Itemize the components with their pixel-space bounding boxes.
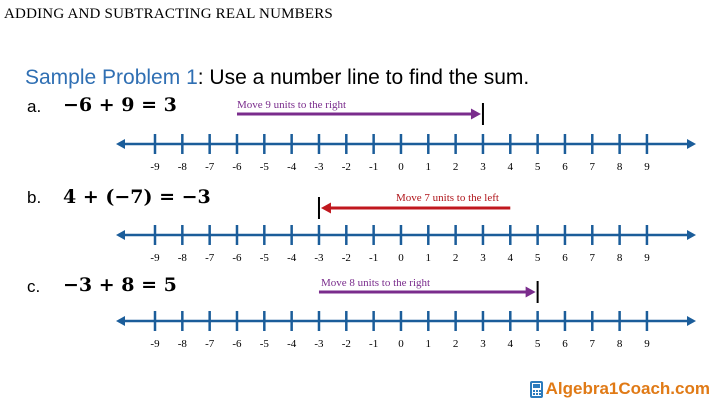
- problem-c-move-arrowhead: [526, 287, 536, 298]
- problem-c-equation: −3 + 8 = 5: [63, 274, 177, 296]
- number-line-b-tick-label: -7: [205, 252, 215, 264]
- number-line-a-tick-label: 4: [507, 161, 514, 173]
- number-line-b-tick-label: -8: [177, 252, 187, 264]
- number-line-a-tick-label: 3: [480, 161, 486, 173]
- sample-problem-instruction: : Use a number line to find the sum.: [197, 66, 530, 89]
- number-line-a-tick-label: 9: [644, 161, 650, 173]
- problem-b-letter: b.: [27, 188, 42, 207]
- problem-a-move-label: Move 9 units to the right: [237, 99, 347, 111]
- number-line-c-tick-label: 8: [616, 338, 623, 350]
- number-line-a-tick-label: 8: [616, 161, 623, 173]
- number-line-a-tick-label: 5: [534, 161, 541, 173]
- number-line-b-tick-label: -9: [150, 252, 160, 264]
- number-line-b-tick-label: 8: [616, 252, 623, 264]
- number-line-c-tick-label: 2: [452, 338, 459, 350]
- number-line-c-tick-label: 0: [398, 338, 404, 350]
- number-line-c-right-arrow: [687, 316, 696, 326]
- logo-text: Algebra1Coach.com: [545, 379, 710, 398]
- number-line-b-tick-label: 1: [425, 252, 432, 264]
- number-line-c-left-arrow: [116, 316, 125, 326]
- number-line-a-tick-label: -2: [341, 161, 351, 173]
- number-line-a-tick-label: 1: [425, 161, 432, 173]
- number-line-b-tick-label: -1: [369, 252, 379, 264]
- number-line-c-tick-label: -2: [341, 338, 351, 350]
- number-line-a-tick-label: 6: [562, 161, 568, 173]
- number-line-c-tick-label: -4: [287, 338, 297, 350]
- logo: [530, 379, 710, 399]
- number-line-c-tick-label: 5: [534, 338, 541, 350]
- number-line-c-tick-label: -5: [259, 338, 269, 350]
- number-line-c-tick-label: 1: [425, 338, 432, 350]
- problem-a-letter: a.: [27, 97, 42, 116]
- number-line-c-tick-label: 4: [507, 338, 514, 350]
- number-line-a-left-arrow: [116, 139, 125, 149]
- number-line-c-tick-label: -3: [314, 338, 324, 350]
- number-line-b-tick-label: -4: [287, 252, 297, 264]
- number-line-b-tick-label: -2: [341, 252, 351, 264]
- number-line-b-tick-label: 9: [644, 252, 650, 264]
- problem-b-move-arrowhead: [321, 203, 331, 214]
- number-line-b-left-arrow: [116, 230, 125, 240]
- number-line-c-tick-label: -1: [369, 338, 379, 350]
- number-line-b-tick-label: 3: [480, 252, 486, 264]
- number-line-a-right-arrow: [687, 139, 696, 149]
- problem-c-move-label: Move 8 units to the right: [321, 277, 431, 289]
- sample-problem-label: Sample Problem 1: [25, 66, 198, 89]
- slide-title: ADDING AND SUBTRACTING REAL NUMBERS: [4, 6, 333, 22]
- problem-a-equation: −6 + 9 = 3: [63, 94, 177, 116]
- problem-c-letter: c.: [27, 277, 41, 296]
- number-line-a-tick-label: 7: [589, 161, 596, 173]
- number-line-b-tick-label: -3: [314, 252, 324, 264]
- number-line-b-tick-label: -6: [232, 252, 242, 264]
- number-line-a-tick-label: -6: [232, 161, 242, 173]
- number-line-a-tick-label: -3: [314, 161, 324, 173]
- number-line-a-tick-label: -1: [369, 161, 379, 173]
- number-line-a-tick-label: -8: [177, 161, 187, 173]
- number-line-b-tick-label: 7: [589, 252, 596, 264]
- problem-a-move-arrowhead: [471, 109, 481, 120]
- number-line-a-tick-label: 2: [452, 161, 459, 173]
- problem-b-move-label: Move 7 units to the left: [396, 192, 499, 204]
- number-line-c-tick-label: -9: [150, 338, 160, 350]
- number-line-c-tick-label: -8: [177, 338, 187, 350]
- number-line-c-tick-label: 6: [562, 338, 568, 350]
- number-line-b-tick-label: 4: [507, 252, 514, 264]
- number-line-b-tick-label: 0: [398, 252, 404, 264]
- number-line-c-tick-label: -7: [205, 338, 215, 350]
- calculator-icon: [530, 381, 543, 398]
- number-line-c-tick-label: -6: [232, 338, 242, 350]
- number-line-a-tick-label: -7: [205, 161, 215, 173]
- number-line-a-tick-label: -5: [259, 161, 269, 173]
- number-line-a-tick-label: -9: [150, 161, 160, 173]
- number-line-c-tick-label: 3: [480, 338, 486, 350]
- number-line-b-tick-label: 2: [452, 252, 459, 264]
- number-line-b-tick-label: 6: [562, 252, 568, 264]
- number-line-c-tick-label: 9: [644, 338, 650, 350]
- number-line-b-tick-label: 5: [534, 252, 541, 264]
- problem-b-equation: 4 + (−7) = −3: [63, 186, 211, 208]
- number-line-b-tick-label: -5: [259, 252, 269, 264]
- number-line-a-tick-label: -4: [287, 161, 297, 173]
- number-line-b-right-arrow: [687, 230, 696, 240]
- number-line-c-tick-label: 7: [589, 338, 596, 350]
- number-line-a-tick-label: 0: [398, 161, 404, 173]
